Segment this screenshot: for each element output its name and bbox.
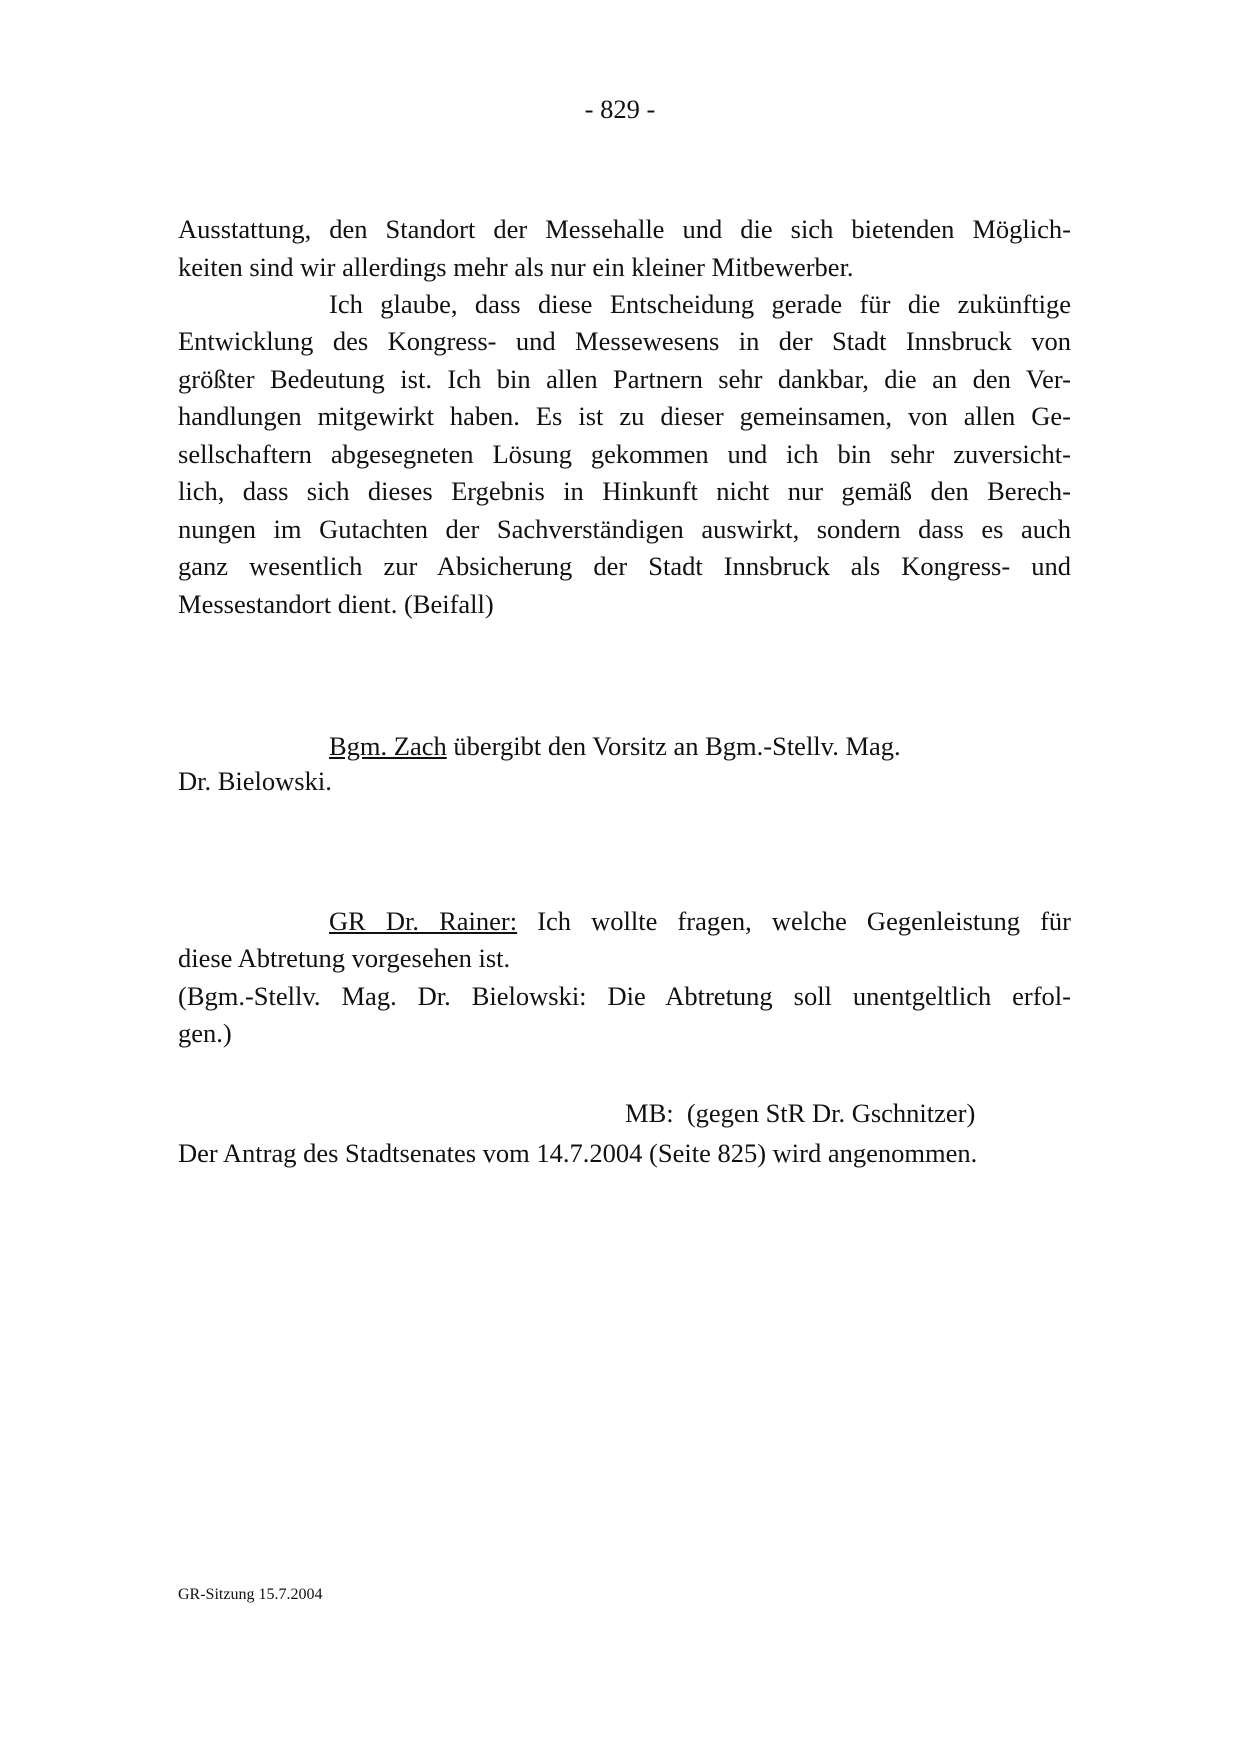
motion-result: Der Antrag des Stadtsenates vom 14.7.2004 (Seite 825) wird angenommen. [178, 1138, 978, 1168]
text-line: Entwicklung des Kongress- und Messewesens in der Stadt Innsbruck von [178, 326, 1071, 356]
text-line: Ich glaube, dass diese Entscheidung gerade für die zukünftige [329, 289, 1071, 319]
text: Ich wollte fragen, welche Gegenleistung für [517, 906, 1071, 936]
question-line [329, 906, 1071, 936]
text-line: nungen im Gutachten der Sachverständigen auswirkt, sondern dass es auch [178, 514, 1071, 544]
text-line: Dr. Bielowski. [178, 766, 332, 796]
footer: GR-Sitzung 15.7.2004 [178, 1586, 323, 1603]
text-line: diese Abtretung vorgesehen ist. [178, 943, 511, 973]
text-line: größter Bedeutung ist. Ich bin allen Partnern sehr dankbar, die an den Ver- [178, 364, 1071, 394]
vote-result: MB: (gegen StR Dr. Gschnitzer) [625, 1098, 976, 1128]
text-line: lich, dass sich dieses Ergebnis in Hinkunft nicht nur gemäß den Berech- [178, 476, 1071, 506]
text-line: Ausstattung, den Standort der Messehalle und die sich bietenden Möglich- [178, 214, 1071, 244]
text-line: (Bgm.-Stellv. Mag. Dr. Bielowski: Die Abtretung soll unentgeltlich erfol- [178, 981, 1071, 1011]
text-line: gen.) [178, 1018, 232, 1048]
speaker-name: GR Dr. Rainer: [329, 906, 518, 936]
page-number: - 829 - [584, 94, 656, 124]
text-line: sellschaftern abgesegneten Lösung gekommen und ich bin sehr zuversicht- [178, 439, 1071, 469]
text-line: handlungen mitgewirkt haben. Es ist zu dieser gemeinsamen, von allen Ge- [178, 401, 1071, 431]
text-line: keiten sind wir allerdings mehr als nur ein kleiner Mitbewerber. [178, 252, 854, 282]
speaker-name: Bgm. Zach [329, 731, 447, 761]
text: übergibt den Vorsitz an Bgm.-Stellv. Mag. [446, 731, 901, 761]
text-line: Messestandort dient. (Beifall) [178, 589, 494, 619]
text-line: ganz wesentlich zur Absicherung der Stadt Innsbruck als Kongress- und [178, 551, 1071, 581]
chair-handover-line [329, 731, 1071, 761]
